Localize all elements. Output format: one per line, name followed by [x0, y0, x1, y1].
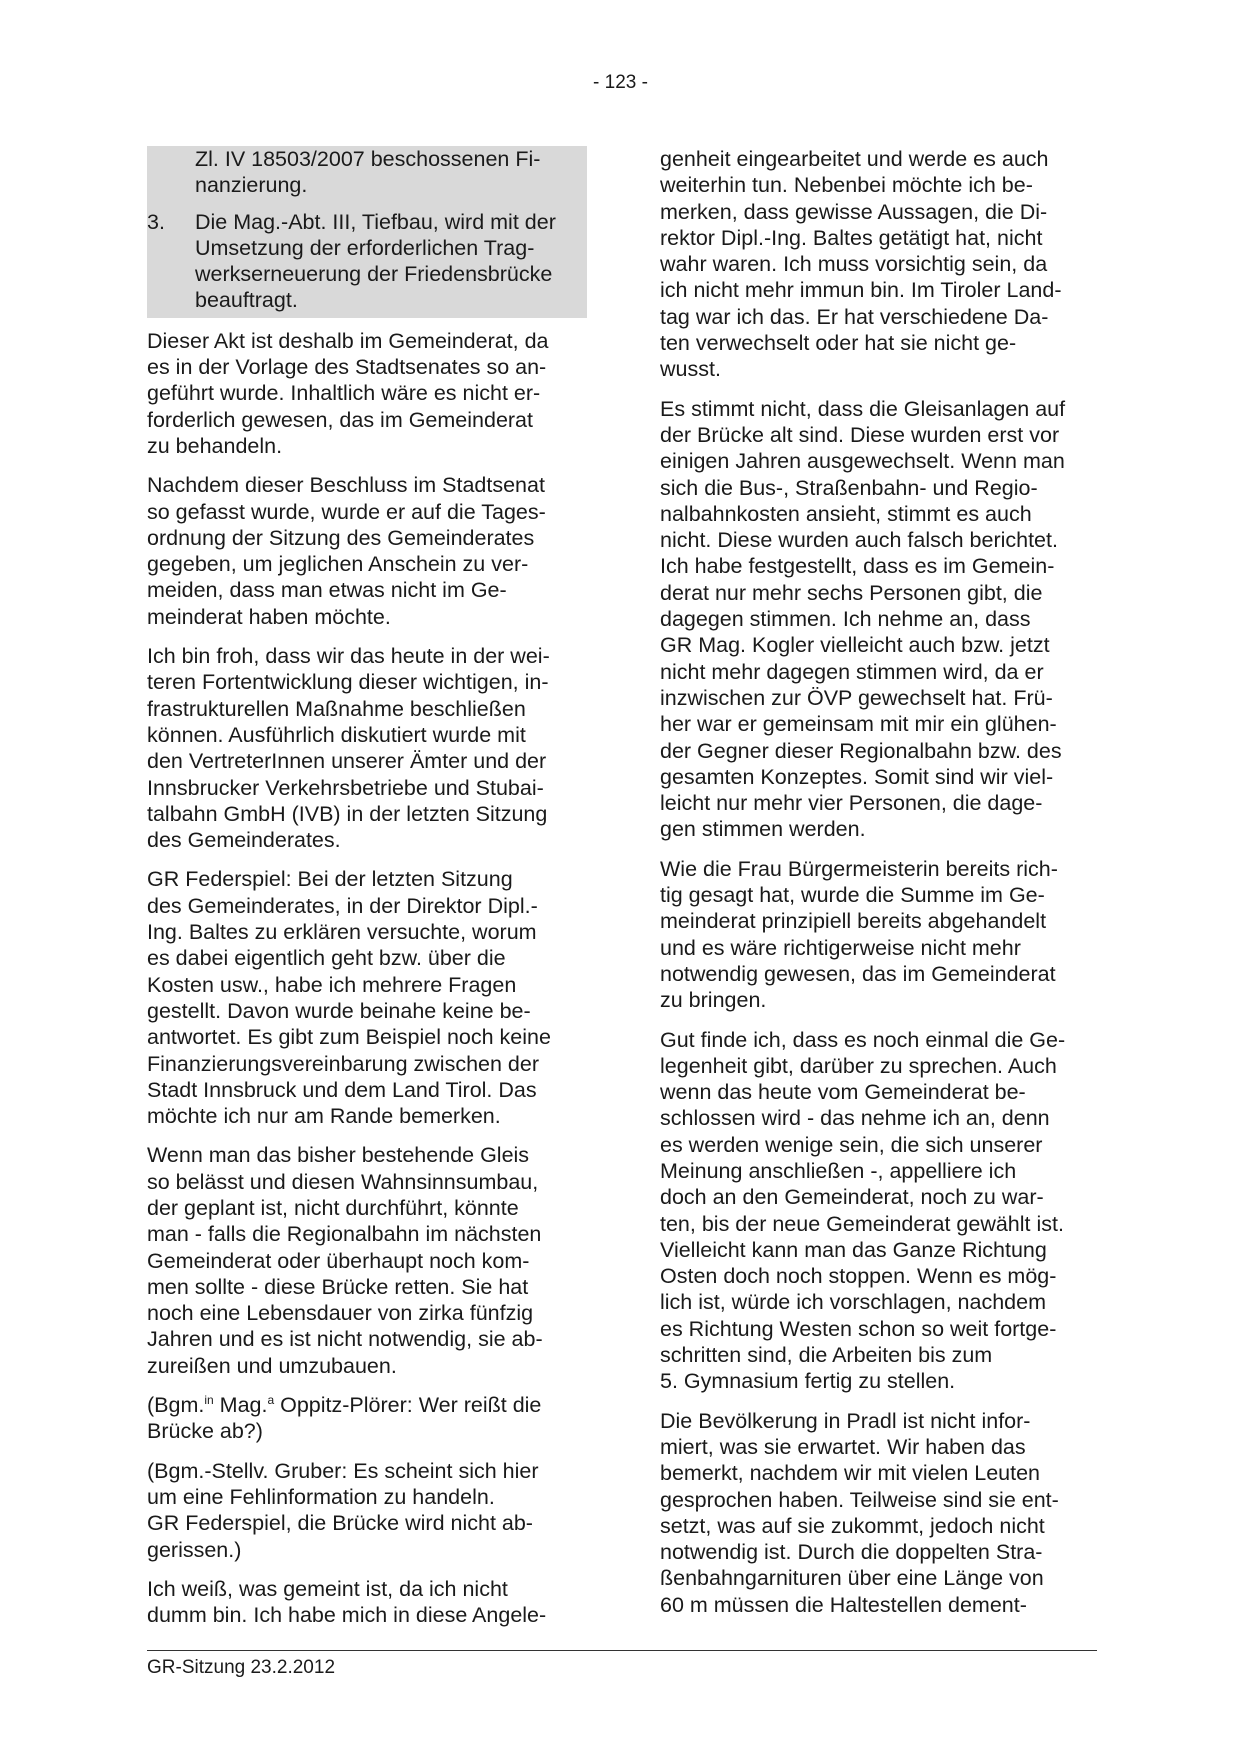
text-line: notwendig gewesen, das im Gemeinderat	[660, 961, 1056, 986]
text-line: der Gegner dieser Regionalbahn bzw. des	[660, 738, 1062, 763]
text-line: Dieser Akt ist deshalb im Gemeinderat, da	[147, 328, 549, 353]
text-line: men sollte - diese Brücke retten. Sie hat	[147, 1274, 529, 1299]
text-line: talbahn GmbH (IVB) in der letzten Sitzung	[147, 801, 548, 826]
text-line: gesamten Konzeptes. Somit sind wir viel-	[660, 764, 1054, 789]
text-line: es werden wenige sein, die sich unserer	[660, 1132, 1043, 1157]
text-line: zu behandeln.	[147, 433, 283, 458]
text-line: es Richtung Westen schon so weit fortge-	[660, 1316, 1057, 1341]
resolution-item-3	[147, 209, 587, 314]
text-line: GR Mag. Kogler vielleicht auch bzw. jetzt	[660, 633, 1050, 658]
text-line: genheit eingearbeitet und werde es auch	[660, 147, 1049, 171]
text-line: ten verwechselt oder hat sie nicht ge-	[660, 331, 1017, 356]
text-line: meinderat prinzipiell bereits abgehandelt	[660, 909, 1047, 934]
text-line: doch an den Gemeinderat, noch zu war-	[660, 1185, 1044, 1210]
text-line: gegeben, um jeglichen Anschein zu ver-	[147, 552, 529, 577]
text-line: 60 m müssen die Haltestellen dement-	[660, 1592, 1027, 1617]
text-line	[147, 1392, 587, 1418]
text-line: gestellt. Davon wurde beinahe keine be-	[147, 998, 531, 1023]
text-line: meinderat haben möchte.	[147, 604, 391, 629]
resolution-box	[147, 146, 587, 318]
text-line: noch eine Lebensdauer von zirka fünfzig	[147, 1301, 534, 1326]
text-line: schritten sind, die Arbeiten bis zum	[660, 1343, 993, 1368]
text-line: legenheit gibt, darüber zu sprechen. Auch	[660, 1053, 1057, 1078]
text-line: Die Mag.-Abt. III, Tiefbau, wird mit der	[195, 209, 556, 234]
text-line: der Brücke alt sind. Diese wurden erst vor	[660, 422, 1060, 447]
text-line: so gefasst wurde, wurde er auf die Tages-	[147, 499, 546, 524]
paragraph	[660, 856, 1100, 1014]
text-line: Ich weiß, was gemeint ist, da ich nicht	[147, 1576, 508, 1601]
text-line: derat nur mehr sechs Personen gibt, die	[660, 580, 1043, 605]
text-line: werkserneuerung der Friedensbrücke	[195, 262, 553, 287]
interjection-paragraph	[147, 1458, 587, 1563]
left-column	[147, 146, 587, 1641]
text-line: miert, was sie erwartet. Wir haben das	[660, 1434, 1026, 1459]
text-line: zu bringen.	[660, 988, 767, 1013]
text-run: (Bgm.	[147, 1393, 205, 1418]
text-line: gesprochen haben. Teilweise sind sie ent-	[660, 1487, 1059, 1512]
text-line: tig gesagt hat, wurde die Summe im Ge-	[660, 883, 1045, 908]
text-line: merken, dass gewisse Aussagen, die Di-	[660, 199, 1048, 224]
text-line: Meinung anschließen -, appelliere ich	[660, 1158, 1017, 1183]
text-line: Kosten usw., habe ich mehrere Fragen	[147, 972, 517, 997]
text-line: es in der Vorlage des Stadtsenates so an-	[147, 355, 547, 380]
text-line: gen stimmen werden.	[660, 817, 866, 842]
text-line: zureißen und umzubauen.	[147, 1353, 397, 1378]
text-line: den VertreterInnen unserer Ämter und der	[147, 749, 547, 774]
text-line: leicht nur mehr vier Personen, die dage-	[660, 791, 1043, 816]
text-run: Oppitz-Plörer: Wer reißt die	[274, 1393, 542, 1418]
text-run: Mag.	[213, 1393, 268, 1418]
paragraph	[147, 866, 587, 1129]
text-line: tag war ich das. Er hat verschiedene Da-	[660, 304, 1049, 329]
text-line: der geplant ist, nicht durchführt, könnte	[147, 1195, 519, 1220]
text-line: Gemeinderat oder überhaupt noch kom-	[147, 1248, 530, 1273]
text-line: Finanzierungsvereinbarung zwischen der	[147, 1051, 539, 1076]
paragraph	[660, 1408, 1100, 1618]
text-line: es dabei eigentlich geht bzw. über die	[147, 946, 506, 971]
text-line: ordnung der Sitzung des Gemeinderates	[147, 525, 535, 550]
resolution-continuation	[147, 146, 587, 199]
text-line: Es stimmt nicht, dass die Gleisanlagen auf	[660, 396, 1066, 421]
paragraph	[660, 146, 1100, 383]
text-line: ßenbahngarnituren über eine Länge von	[660, 1566, 1044, 1591]
text-line: GR Federspiel: Bei der letzten Sitzung	[147, 867, 513, 892]
text-line: dumm bin. Ich habe mich in diese Angele-	[147, 1603, 547, 1628]
text-line: Innsbrucker Verkehrsbetriebe und Stubai-	[147, 775, 544, 800]
text-line: Ich habe festgestellt, dass es im Gemein-	[660, 554, 1055, 579]
text-line: Vielleicht kann man das Ganze Richtung	[660, 1237, 1047, 1262]
text-line: rektor Dipl.-Ing. Baltes getätigt hat, nicht	[660, 225, 1043, 250]
text-line: wahr waren. Ich muss vorsichtig sein, da	[660, 252, 1048, 277]
text-line: Stadt Innsbruck und dem Land Tirol. Das	[147, 1077, 537, 1102]
paragraph	[660, 396, 1100, 843]
page-number: - 123 -	[593, 72, 648, 93]
text-line: dagegen stimmen. Ich nehme an, dass	[660, 607, 1031, 632]
text-line: ich nicht mehr immun bin. Im Tiroler Land-	[660, 278, 1062, 303]
text-line: Ing. Baltes zu erklären versuchte, worum	[147, 920, 537, 945]
text-line: 5. Gymnasium fertig zu stellen.	[660, 1369, 956, 1394]
text-line: und es wäre richtigerweise nicht mehr	[660, 935, 1021, 960]
text-line: gerissen.)	[147, 1537, 242, 1562]
footer-text: GR-Sitzung 23.2.2012	[147, 1657, 336, 1678]
text-line: teren Fortentwicklung dieser wichtigen, in-	[147, 670, 549, 695]
text-line: inzwischen zur ÖVP gewechselt hat. Frü-	[660, 685, 1053, 710]
text-line: Jahren und es ist nicht notwendig, sie ab-	[147, 1327, 543, 1352]
text-line: her war er gemeinsam mit mir ein glühen-	[660, 712, 1057, 737]
text-line: schlossen wird - das nehme ich an, denn	[660, 1106, 1050, 1131]
text-line: (Bgm.-Stellv. Gruber: Es scheint sich hier	[147, 1458, 539, 1483]
text-line: Wenn man das bisher bestehende Gleis	[147, 1143, 530, 1168]
paragraph	[147, 328, 587, 459]
text-line: Zl. IV 18503/2007 beschossenen Fi-	[195, 147, 541, 171]
text-line: Wie die Frau Bürgermeisterin bereits rich-	[660, 856, 1058, 881]
text-line: nalbahnkosten ansieht, stimmt es auch	[660, 501, 1032, 526]
text-line: nicht. Diese wurden auch falsch berichtet.	[660, 528, 1058, 553]
text-line: wenn das heute vom Gemeinderat be-	[660, 1080, 1026, 1105]
text-line: möchte ich nur am Rande bemerken.	[147, 1104, 501, 1129]
text-line: ten, bis der neue Gemeinderat gewählt ist.	[660, 1211, 1064, 1236]
text-line: des Gemeinderates, in der Direktor Dipl.-	[147, 893, 538, 918]
item-number: 3.	[147, 209, 165, 234]
text-line: Nachdem dieser Beschluss im Stadtsenat	[147, 473, 545, 498]
text-line: meiden, dass man etwas nicht im Ge-	[147, 578, 507, 603]
superscript: a	[267, 1392, 275, 1407]
text-line: Umsetzung der erforderlichen Trag-	[195, 235, 535, 260]
paragraph	[147, 1576, 587, 1629]
text-line: sich die Bus-, Straßenbahn- und Regio-	[660, 475, 1038, 500]
text-line: man - falls die Regionalbahn im nächsten	[147, 1222, 542, 1247]
text-line: Ich bin froh, dass wir das heute in der wei-	[147, 644, 550, 669]
text-line: geführt wurde. Inhaltlich wäre es nicht er-	[147, 381, 541, 406]
superscript: in	[204, 1392, 214, 1407]
paragraph	[147, 643, 587, 853]
text-line: Die Bevölkerung in Pradl ist nicht infor-	[660, 1408, 1031, 1433]
text-line: frastrukturellen Maßnahme beschließen	[147, 696, 526, 721]
text-line: einigen Jahren ausgewechselt. Wenn man	[660, 449, 1065, 474]
text-line: Gut finde ich, dass es noch einmal die Ge-	[660, 1027, 1066, 1052]
text-line: forderlich gewesen, das im Gemeinderat	[147, 407, 533, 432]
text-line: antwortet. Es gibt zum Beispiel noch keine	[147, 1025, 551, 1050]
text-line: GR Federspiel, die Brücke wird nicht ab-	[147, 1511, 533, 1536]
text-line: wusst.	[660, 357, 721, 382]
paragraph	[660, 1027, 1100, 1395]
text-line: nanzierung.	[195, 173, 308, 198]
text-line: notwendig ist. Durch die doppelten Stra-	[660, 1540, 1043, 1565]
text-line: lich ist, würde ich vorschlagen, nachdem	[660, 1290, 1046, 1315]
text-line: so belässt und diesen Wahnsinnsumbau,	[147, 1169, 539, 1194]
paragraph	[147, 1142, 587, 1379]
text-line: bemerkt, nachdem wir mit vielen Leuten	[660, 1461, 1041, 1486]
text-line: um eine Fehlinformation zu handeln.	[147, 1484, 495, 1509]
text-line: beauftragt.	[195, 288, 298, 313]
text-line: des Gemeinderates.	[147, 828, 341, 853]
text-line: Osten doch noch stoppen. Wenn es mög-	[660, 1264, 1057, 1289]
paragraph	[147, 472, 587, 630]
text-line: setzt, was auf sie zukommt, jedoch nicht	[660, 1513, 1045, 1538]
text-line: können. Ausführlich diskutiert wurde mit	[147, 722, 526, 747]
text-line: Brücke ab?)	[147, 1419, 263, 1444]
interjection-paragraph	[147, 1392, 587, 1445]
text-line: weiterhin tun. Nebenbei möchte ich be-	[660, 173, 1033, 198]
right-column	[660, 146, 1100, 1631]
text-line: nicht mehr dagegen stimmen wird, da er	[660, 659, 1044, 684]
footer-divider	[147, 1650, 1097, 1651]
